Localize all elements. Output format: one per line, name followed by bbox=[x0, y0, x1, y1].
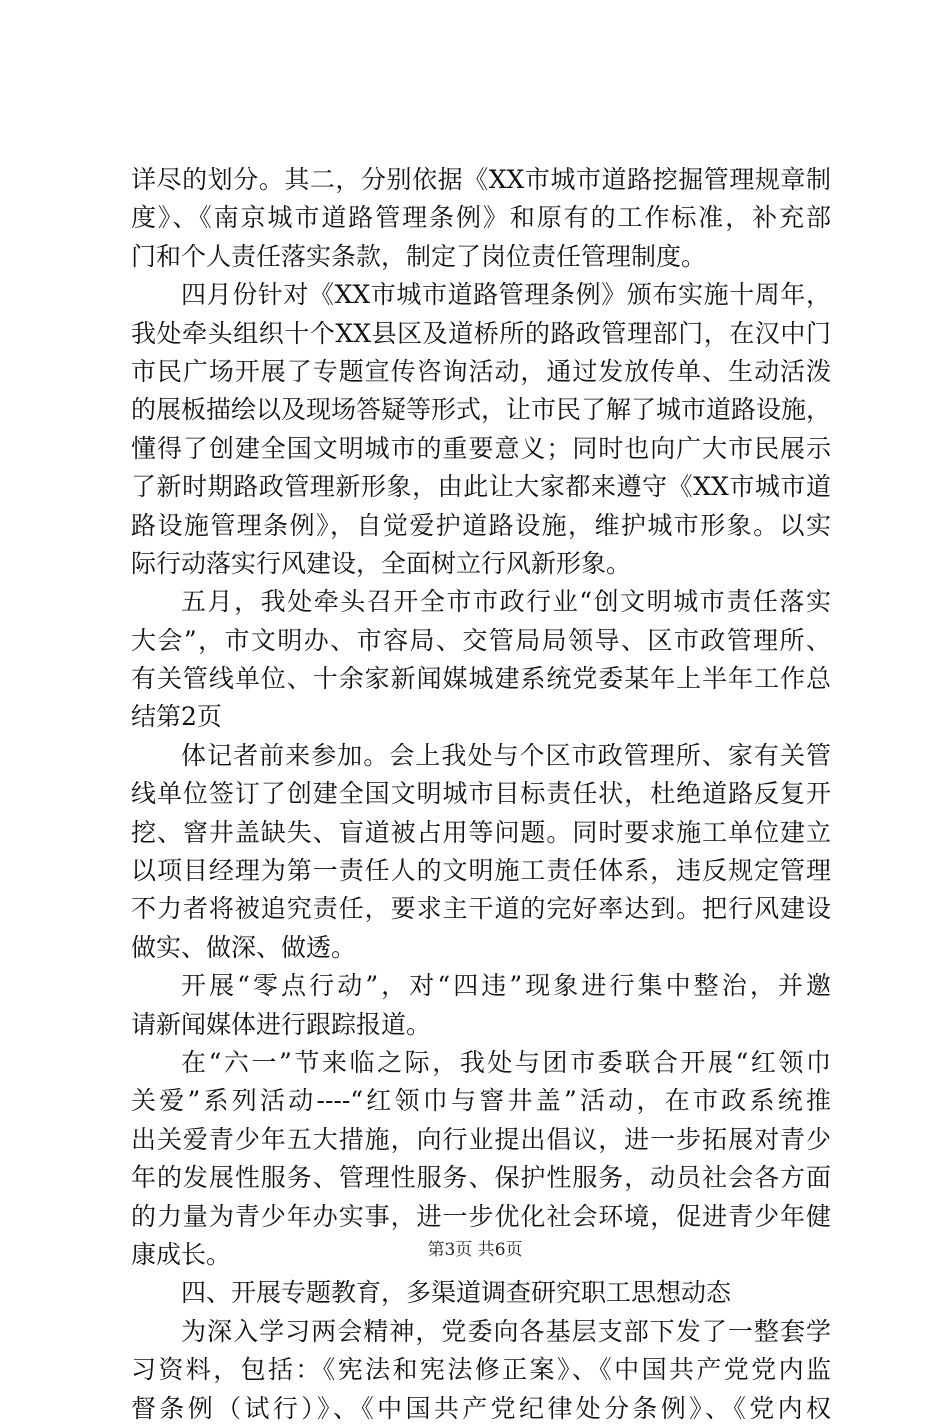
text-line: 线单位签订了创建全国文明城市目标责任状，杜绝道路反复开 bbox=[131, 779, 831, 809]
text-line: 请新闻媒体进行跟踪报道。 bbox=[131, 1009, 432, 1039]
text-line: 年的发展性服务、管理性服务、保护性服务，动员社会各方面 bbox=[131, 1163, 831, 1193]
text-line: 督条例（试行）》、《中国共产党纪律处分条例》、《党内权 bbox=[131, 1393, 831, 1423]
text-line: 四月份针对《XX市城市道路管理条例》颁布实施十周年， bbox=[181, 280, 831, 310]
text-line: 四、开展专题教育，多渠道调查研究职工思想动态 bbox=[181, 1278, 732, 1308]
text-line: 康成长。 bbox=[131, 1239, 232, 1269]
text-line: 开展“零点行动”，对“四违”现象进行集中整治，并邀 bbox=[181, 971, 831, 1001]
text-line: 结第2页 bbox=[131, 702, 222, 732]
text-line: 路设施管理条例》，自觉爱护道路设施，维护城市形象。以实 bbox=[131, 510, 831, 540]
text-line: 市民广场开展了专题宣传咨询活动，通过发放传单、生动活泼 bbox=[131, 356, 831, 386]
text-line: 为深入学习两会精神，党委向各基层支部下发了一整套学 bbox=[181, 1316, 831, 1346]
text-line: 有关管线单位、十余家新闻媒城建系统党委某年上半年工作总 bbox=[131, 664, 831, 694]
text-line: 了新时期路政管理新形象，由此让大家都来遵守《XX市城市道 bbox=[131, 472, 831, 502]
text-line: 懂得了创建全国文明城市的重要意义；同时也向广大市民展示 bbox=[131, 433, 831, 463]
text-line: 挖、窨井盖缺失、盲道被占用等问题。同时要求施工单位建立 bbox=[131, 817, 831, 847]
text-line: 际行动落实行风建设，全面树立行风新形象。 bbox=[131, 548, 632, 578]
text-line: 关爱”系列活动----“红领巾与窨井盖”活动，在市政系统推 bbox=[131, 1086, 831, 1116]
text-line: 大会”，市文明办、市容局、交管局局领导、区市政管理所、 bbox=[131, 625, 831, 655]
text-line: 不力者将被追究责任，要求主干道的完好率达到。把行风建设 bbox=[131, 894, 831, 924]
text-line: 做实、做深、做透。 bbox=[131, 932, 357, 962]
page-number-footer: 第3页 共6页 bbox=[427, 1240, 523, 1260]
text-line: 的力量为青少年办实事，进一步优化社会环境，促进青少年健 bbox=[131, 1201, 831, 1231]
text-line: 门和个人责任落实条款，制定了岗位责任管理制度。 bbox=[131, 241, 707, 271]
text-line: 以项目经理为第一责任人的文明施工责任体系，违反规定管理 bbox=[131, 856, 831, 886]
text-line: 在“六一”节来临之际，我处与团市委联合开展“红领巾 bbox=[181, 1047, 831, 1077]
text-line: 我处牵头组织十个XX县区及道桥所的路政管理部门，在汉中门 bbox=[131, 318, 831, 348]
text-line: 的展板描绘以及现场答疑等形式，让市民了解了城市道路设施， bbox=[131, 395, 832, 425]
text-line: 度》、《南京城市道路管理条例》和原有的工作标准，补充部 bbox=[131, 203, 831, 233]
text-line: 出关爱青少年五大措施，向行业提出倡议，进一步拓展对青少 bbox=[131, 1124, 831, 1154]
text-line: 习资料，包括：《宪法和宪法修正案》、《中国共产党党内监 bbox=[131, 1355, 831, 1385]
text-line: 体记者前来参加。会上我处与个区市政管理所、家有关管 bbox=[181, 740, 831, 770]
text-line: 五月，我处牵头召开全市市政行业“创文明城市责任落实 bbox=[181, 587, 831, 617]
text-line: 详尽的划分。其二，分别依据《XX市城市道路挖掘管理规章制 bbox=[131, 165, 831, 194]
